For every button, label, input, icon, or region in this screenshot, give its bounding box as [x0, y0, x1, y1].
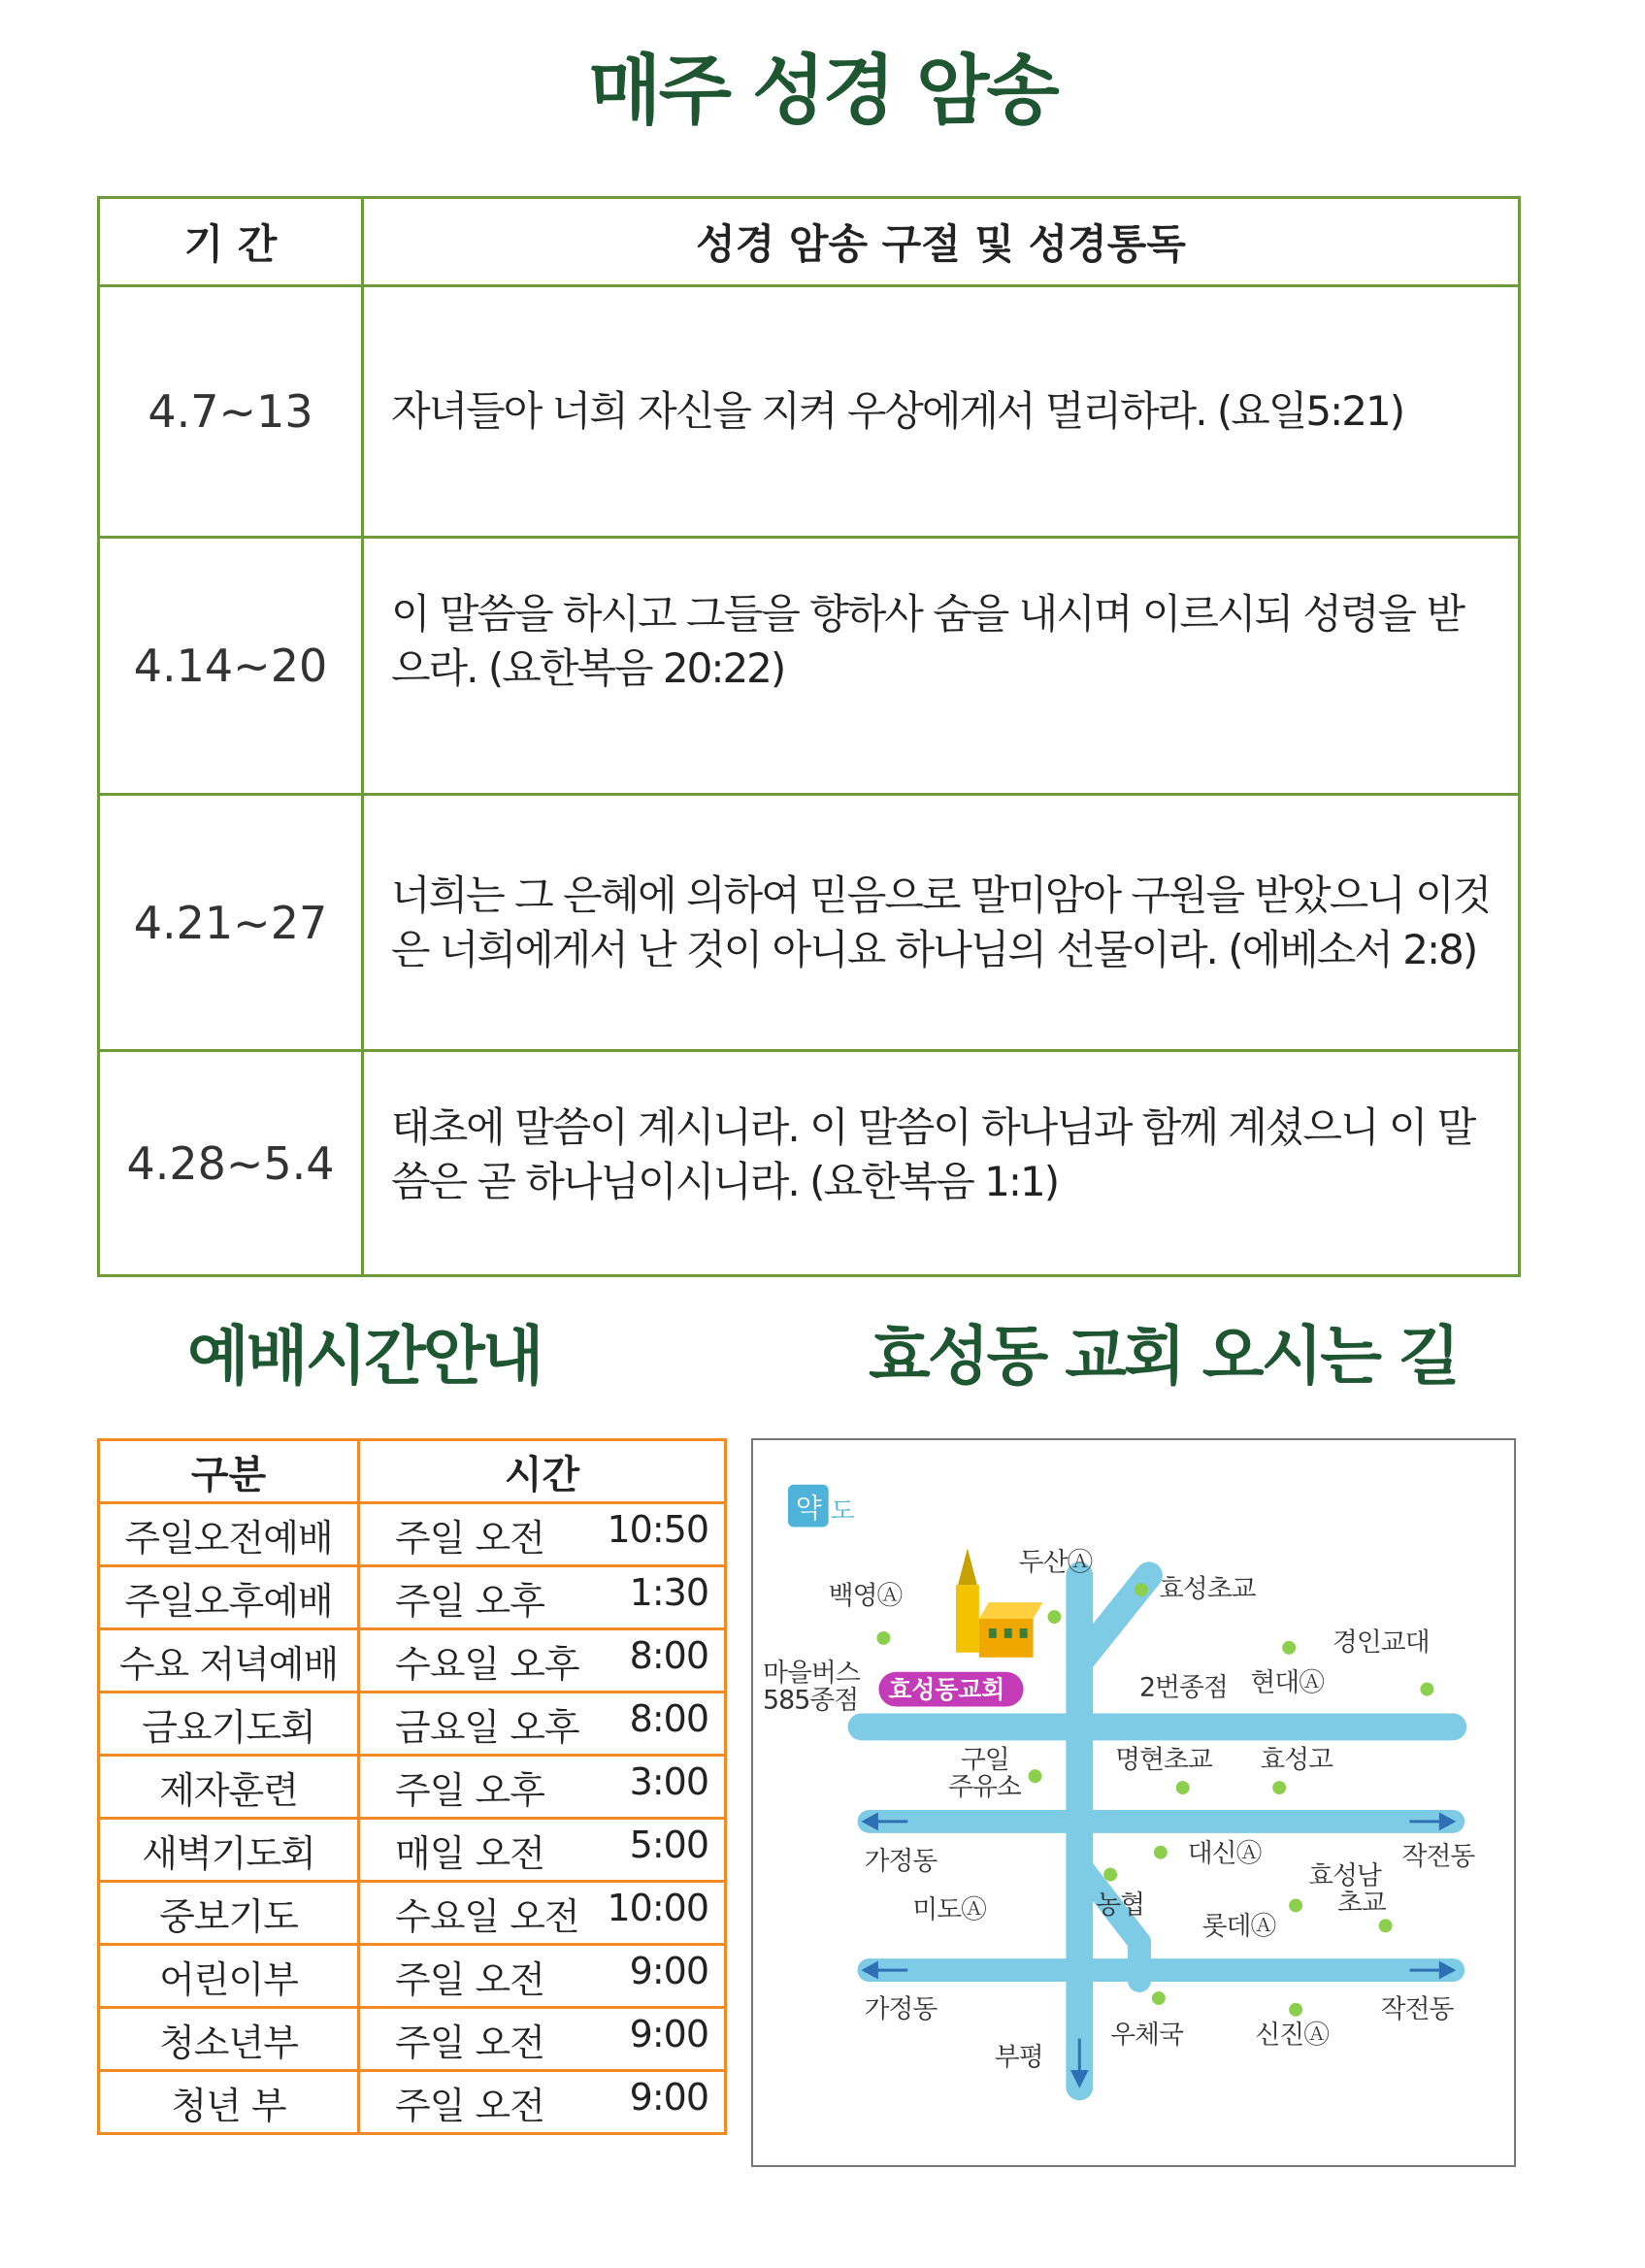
label-sinjin: 신진Ⓐ: [1255, 2020, 1330, 2051]
label-guil-2: 주유소: [948, 1772, 1021, 1803]
service-name: 중보기도: [99, 1882, 359, 1945]
schedule-row: [99, 2008, 726, 2071]
service-time: 9:00: [629, 1949, 708, 1992]
service-day: 주일 오전: [395, 2084, 544, 2127]
table-row: [99, 286, 1520, 538]
service-name: 금요기도회: [99, 1693, 359, 1756]
label-jakjeon-1: 작전동: [1401, 1841, 1475, 1872]
label-hyundai: 현대Ⓐ: [1250, 1667, 1325, 1698]
service-name: 주일오전예배: [99, 1503, 359, 1566]
service-day: 매일 오전: [395, 1831, 544, 1875]
label-gajeong-1: 가정동: [864, 1846, 938, 1877]
verse-table: [97, 196, 1521, 1277]
label-myeonghyeon: 명현초교: [1115, 1745, 1212, 1776]
label-jakjeon-2: 작전동: [1380, 1993, 1454, 2024]
label-bupyeong: 부평: [994, 2042, 1043, 2073]
period-cell: 4.14~20: [99, 538, 363, 795]
directions-title: 효성동 교회 오시는 길: [869, 1319, 1458, 1394]
worship-schedule-table: [97, 1438, 727, 2135]
service-name: 청년 부: [99, 2071, 359, 2134]
service-day: 주일 오전: [395, 1516, 544, 1560]
label-lotte: 롯데Ⓐ: [1201, 1911, 1276, 1942]
service-day: 주일 오후: [395, 1579, 544, 1623]
table-header-row: [99, 198, 1520, 286]
schedule-row: [99, 1566, 726, 1629]
table-row: [99, 1051, 1520, 1276]
schedule-row: [99, 1629, 726, 1693]
service-day: 주일 오후: [395, 1768, 544, 1812]
page-title: 매주 성경 암송: [588, 48, 1057, 135]
church-label: 효성동교회: [888, 1675, 1005, 1704]
verse-cell: 태초에 말씀이 계시니라. 이 말씀이 하나님과 함께 계셨으니 이 말씀은 곧 하나님이시니라. (요한복음 1:1): [363, 1051, 1520, 1276]
table-row: [99, 538, 1520, 795]
map-drawing: [753, 1440, 1514, 2165]
label-gyeongin-univ: 경인교대: [1332, 1627, 1430, 1658]
label-daesin: 대신Ⓐ: [1187, 1838, 1262, 1869]
label-guil-1: 구일: [960, 1745, 1009, 1776]
location-map: [751, 1438, 1516, 2167]
label-bus-2: 585종점: [763, 1685, 859, 1716]
verse-cell: 너희는 그 은혜에 의하여 믿음으로 말미암아 구원을 받았으니 이것은 너희에게서 난 것이 아니요 하나님의 선물이라. (에베소서 2:8): [363, 795, 1520, 1051]
service-name: 어린이부: [99, 1945, 359, 2008]
service-day: 주일 오전: [395, 2021, 544, 2064]
schedule-header-row: [99, 1440, 726, 1503]
label-hyoseong-high: 효성고: [1260, 1745, 1333, 1776]
service-day: 주일 오전: [395, 1957, 544, 2001]
label-branch2: 2번종점: [1138, 1672, 1228, 1703]
service-day: 수요일 오전: [395, 1894, 579, 1938]
schedule-row: [99, 2071, 726, 2134]
verse-cell: 자녀들아 너희 자신을 지켜 우상에게서 멀리하라. (요일5:21): [363, 286, 1520, 538]
label-hyoseong-elementary: 효성초교: [1158, 1574, 1256, 1605]
map-legend-suffix: 도: [830, 1496, 855, 1527]
label-baekyoung: 백영Ⓐ: [828, 1581, 903, 1612]
service-time: 1:30: [629, 1570, 708, 1614]
header-name: 구분: [99, 1440, 359, 1503]
header-time: 시간: [359, 1440, 726, 1503]
service-time: 10:00: [607, 1886, 708, 1929]
service-name: 제자훈련: [99, 1756, 359, 1819]
header-period: 기 간: [99, 198, 363, 286]
label-bus-1: 마을버스: [763, 1658, 860, 1689]
period-cell: 4.28~5.4: [99, 1051, 363, 1276]
schedule-row: [99, 1693, 726, 1756]
schedule-row: [99, 1503, 726, 1566]
map-legend-badge-text: 약: [795, 1492, 822, 1525]
service-time: 8:00: [629, 1633, 708, 1677]
schedule-row: [99, 1882, 726, 1945]
service-day: 수요일 오후: [395, 1642, 579, 1686]
worship-schedule-title: 예배시간안내: [187, 1319, 542, 1394]
label-post-office: 우체국: [1110, 2020, 1183, 2051]
service-name: 주일오후예배: [99, 1566, 359, 1629]
service-time: 8:00: [629, 1696, 708, 1740]
label-mido: 미도Ⓐ: [912, 1894, 986, 1925]
service-name: 수요 저녁예배: [99, 1629, 359, 1693]
table-row: [99, 795, 1520, 1051]
service-time: 5:00: [629, 1823, 708, 1866]
service-day: 금요일 오후: [395, 1705, 579, 1749]
label-hyoseongnam-1: 효성남: [1308, 1860, 1381, 1891]
label-nonghyup: 농협: [1096, 1890, 1145, 1921]
schedule-row: [99, 1819, 726, 1882]
service-time: 3:00: [629, 1759, 708, 1803]
service-time: 9:00: [629, 2075, 708, 2119]
period-cell: 4.7~13: [99, 286, 363, 538]
label-gajeong-2: 가정동: [864, 1993, 938, 2024]
label-doosan: 두산Ⓐ: [1018, 1547, 1093, 1578]
label-hyoseongnam-2: 초교: [1336, 1888, 1386, 1919]
service-name: 새벽기도회: [99, 1819, 359, 1882]
service-time: 10:50: [607, 1507, 708, 1551]
header-verse: 성경 암송 구절 및 성경통독: [363, 198, 1520, 286]
schedule-row: [99, 1756, 726, 1819]
service-time: 9:00: [629, 2012, 708, 2055]
service-name: 청소년부: [99, 2008, 359, 2071]
period-cell: 4.21~27: [99, 795, 363, 1051]
verse-cell: 이 말씀을 하시고 그들을 향하사 숨을 내시며 이르시되 성령을 받으라. (요한복음 20:22): [363, 538, 1520, 795]
schedule-row: [99, 1945, 726, 2008]
